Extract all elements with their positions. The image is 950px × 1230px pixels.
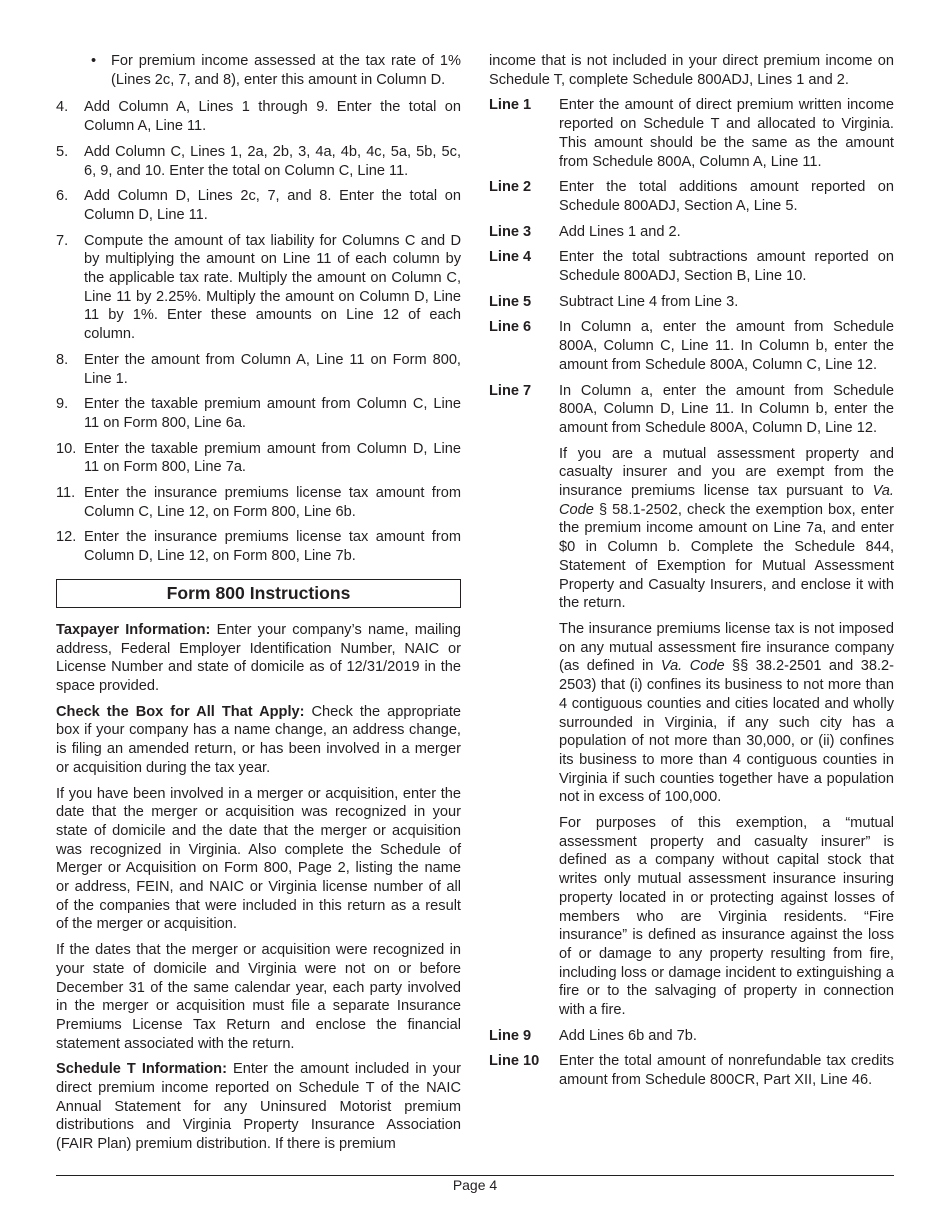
paragraph-heading: Schedule T Information: xyxy=(56,1061,227,1078)
line-label: Line 7 xyxy=(489,382,532,399)
bullet-icon: • xyxy=(91,53,97,69)
bullet-text: For premium income assessed at the tax rate of 1% (Lines 2c, 7, and 8), enter this amount in Column D. xyxy=(111,53,461,88)
page-number: Page 4 xyxy=(452,1177,498,1193)
dates-paragraph: If the dates that the merger or acquisition were recognized in your state of domicile and Virginia were not on or before December 31 of the same calendar year, each party involved in the merger or acquisition must file a separate Insurance Premiums License Tax Return and enclose the financial statement associated with the return. xyxy=(56,942,461,1052)
step-number: 12. xyxy=(56,529,77,546)
line-text: In Column a, enter the amount from Schedule 800A, Column C, Line 11. In Column b, enter the amount from Schedule 800A, Column C, Line 12. xyxy=(559,319,894,373)
step-number: 10. xyxy=(56,440,77,457)
paragraph-text: Enter your company’s name, mailing address, Federal Employer Identification Number, NAIC or License Number and state of domicile as of 12/31/2019 in the space provided. xyxy=(56,621,461,694)
list-item xyxy=(56,440,461,477)
line-text: Enter the total additions amount reported on Schedule 800ADJ, Section A, Line 5. xyxy=(559,179,894,214)
line-item xyxy=(489,382,894,438)
step-text: Enter the amount from Column A, Line 11 on Form 800, Line 1. xyxy=(84,351,461,387)
line-label: Line 9 xyxy=(489,1027,532,1044)
line-label: Line 2 xyxy=(489,179,532,196)
line-label: Line 5 xyxy=(489,293,532,310)
list-item xyxy=(56,143,461,180)
merger-paragraph: If you have been involved in a merger or acquisition, enter the date that the merger or acquisition was recognized in your state of domicile and the date that the merger or acquisition was recognized in Virginia. Also complete the Schedule of Merger or Acquisition on Form 800, Page 2, listing the name or address, FEIN, and NAIC or Virginia license number of all of the companies that were included in this return as a result of the merger or acquisition. xyxy=(56,785,461,933)
paragraph-text: The insurance premiums license tax is not imposed on any mutual assessment fire insurance company (as defined in xyxy=(559,620,894,675)
step-number: 6. xyxy=(56,188,69,205)
code-citation: Va. Code xyxy=(559,483,894,518)
step-number: 11. xyxy=(56,485,76,502)
list-item xyxy=(56,484,461,521)
line-text: Subtract Line 4 from Line 3. xyxy=(559,293,739,310)
step-number: 7. xyxy=(56,232,69,249)
line-label: Line 1 xyxy=(489,97,532,114)
step-number: 8. xyxy=(56,351,69,368)
step-text: Enter the taxable premium amount from Column C, Line 11 on Form 800, Line 6a. xyxy=(84,396,461,431)
line-item xyxy=(489,1027,894,1046)
code-citation: Va. Code xyxy=(660,658,725,675)
line-text: Add Lines 6b and 7b. xyxy=(559,1027,697,1044)
step-text: Add Column D, Lines 2c, 7, and 8. Enter the total on Column D, Line 11. xyxy=(84,188,461,223)
step-text: Add Column C, Lines 1, 2a, 2b, 3, 4a, 4b, 4c, 5a, 5b, 5c, 6, 9, and 10. Enter the total on Column C, Line 11. xyxy=(84,143,461,179)
line-text: Add Lines 1 and 2. xyxy=(559,223,681,240)
step-number: 4. xyxy=(56,99,69,116)
steps-list xyxy=(56,98,461,565)
right-column xyxy=(489,52,894,1097)
list-item xyxy=(56,98,461,135)
line-label: Line 10 xyxy=(489,1053,540,1070)
step-text: Enter the insurance premiums license tax amount from Column C, Line 12, on Form 800, Line 6b. xyxy=(84,485,461,520)
list-item xyxy=(56,52,461,89)
line-text: Enter the total amount of nonrefundable tax credits amount from Schedule 800CR, Part XII, Line 46. xyxy=(559,1053,894,1089)
list-item xyxy=(56,528,461,565)
step-text: Compute the amount of tax liability for Columns C and D by multiplying the amount on Line 11 of each column by the applicable tax rate. Multiply the amount on Column C, Line 11 by 2.25%. Multiply the amount on Column D, Line 11 by 1%. Enter these amounts on Line 12 of each column. xyxy=(84,232,461,343)
section-title: Form 800 Instructions xyxy=(56,579,461,608)
mutual-exemption-paragraph xyxy=(489,445,894,613)
paragraph-heading: Taxpayer Information: xyxy=(56,621,211,638)
line-text: Enter the total subtractions amount reported on Schedule 800ADJ, Section B, Line 10. xyxy=(559,249,894,285)
schedule-t-paragraph xyxy=(56,1060,461,1154)
check-box-paragraph xyxy=(56,703,461,778)
list-item xyxy=(56,351,461,388)
paragraph-text: §§ 38.2-2501 and 38.2-2503) that (i) confines its business to not more than 4 contiguous counties and cities located and wholly surrounded in Virginia, if any such city has a population of not more than 30,000, or (ii) confines its business to more than 4 contiguous counties in Virginia if such counties together have a population not in excess of 100,000. xyxy=(559,658,894,806)
step-text: Enter the insurance premiums license tax amount from Column D, Line 12, on Form 800, Line 7b. xyxy=(84,529,461,565)
line-text: Enter the amount of direct premium written income reported on Schedule T and allocated to Virginia. This amount should be the same as the amount from Schedule 800A, Column A, Line 11. xyxy=(559,97,894,170)
footer-divider xyxy=(56,1175,894,1176)
step-number: 9. xyxy=(56,396,69,413)
step-text: Add Column A, Lines 1 through 9. Enter the total on Column A, Line 11. xyxy=(84,99,461,135)
paragraph-text: Enter the amount included in your direct premium income reported on Schedule T of the NAIC Annual Statement for any Uninsured Motorist premium distributions and Virginia Property Insurance Association (FAIR Plan) premium distribution. If there is premium xyxy=(56,1061,461,1153)
taxpayer-info-paragraph xyxy=(56,621,461,696)
list-item xyxy=(56,187,461,224)
mutual-fire-paragraph xyxy=(489,620,894,807)
line-text: In Column a, enter the amount from Schedule 800A, Column D, Line 11. In Column b, enter the amount from Schedule 800A, Column D, Line 12. xyxy=(559,382,894,436)
paragraph-heading: Check the Box for All That Apply: xyxy=(56,703,305,720)
paragraph-text: § 58.1-2502, check the exemption box, enter the premium income amount on Line 7a, and enter $0 in Column b. Complete the Schedule 844, Statement of Exemption for Mutual Assessment Property and Casualty Insurers, and enclose it with the return. xyxy=(559,501,894,612)
definition-paragraph: For purposes of this exemption, a “mutual assessment property and casualty insurer” is defined as a company without capital stock that writes only mutual assessment insurance insuring property located in or protecting against losses of members who are Virginia residents. “Fire insurance” is defined as insurance against the loss of or damage to any property resulting from fire, including loss or damage incident to extinguishing a fire or to the salvaging of property in connection with a fire. xyxy=(559,815,894,1019)
continuation-paragraph: income that is not included in your direct premium income on Schedule T, complete Schedule 800ADJ, Lines 1 and 2. xyxy=(489,53,894,88)
step-number: 5. xyxy=(56,143,69,160)
line-item xyxy=(489,293,894,312)
left-column xyxy=(56,52,461,1161)
list-item xyxy=(56,232,461,344)
line-item xyxy=(489,223,894,242)
line-item xyxy=(489,178,894,215)
line-label: Line 3 xyxy=(489,223,532,240)
list-item xyxy=(56,395,461,432)
paragraph-text: If you are a mutual assessment property and casualty insurer and you are exempt from the insurance premiums license tax pursuant to xyxy=(559,445,894,500)
step-text: Enter the taxable premium amount from Column D, Line 11 on Form 800, Line 7a. xyxy=(84,440,461,476)
line-item xyxy=(489,1052,894,1089)
line-item xyxy=(489,318,894,374)
line-item xyxy=(489,96,894,171)
line-label: Line 4 xyxy=(489,249,532,266)
line-item xyxy=(489,248,894,285)
paragraph-text: Check the appropriate box if your company has a name change, an address change, is filing an amended return, or has been involved in a merger or acquisition during the tax year. xyxy=(56,703,462,776)
line-label: Line 6 xyxy=(489,319,532,336)
